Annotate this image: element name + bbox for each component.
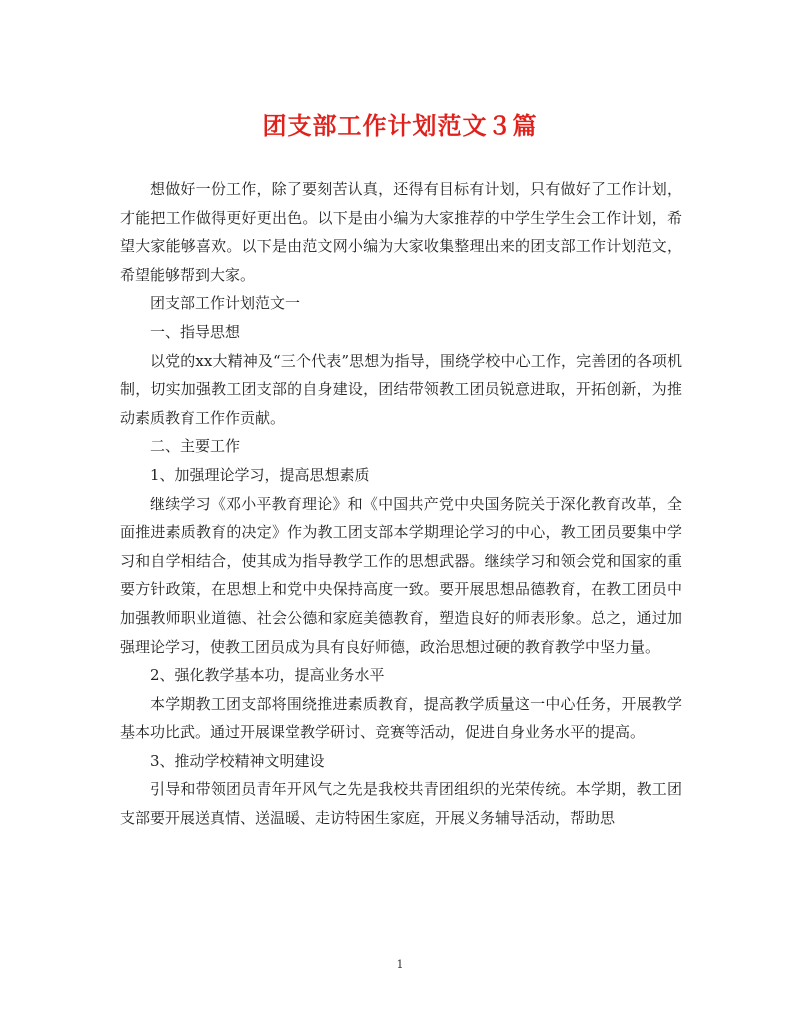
- subheading-teaching-skills: 2、强化教学基本功，提高业务水平: [150, 666, 385, 685]
- document-body: [120, 175, 682, 833]
- document-title: 团支部工作计划范文３篇: [262, 111, 538, 140]
- section-heading-guiding-thought: 一、指导思想: [150, 322, 241, 341]
- section-heading-main-work: 二、主要工作: [150, 437, 241, 456]
- subheading-spiritual-civilization: 3、推动学校精神文明建设: [150, 751, 325, 770]
- paragraph-teaching-skills: 本学期教工团支部将围绕推进素质教育，提高教学质量这一中心任务，开展教学基本功比武。通过开展课堂教学研讨、竞赛等活动，促进自身业务水平的提高。: [120, 694, 682, 742]
- page-number: 1: [396, 958, 404, 971]
- subheading-theory-study: 1、加强理论学习，提高思想素质: [150, 465, 370, 484]
- section-heading-sample-one: 团支部工作计划范文一: [150, 294, 301, 313]
- paragraph-spiritual-civilization: 引导和带领团员青年开风气之先是我校共青团组织的光荣传统。本学期，教工团支部要开展送真情、送温暖、走访特困生家庭，开展义务辅导活动，帮助思: [120, 780, 682, 828]
- paragraph-guiding-thought: 以党的xx大精神及“三个代表”思想为指导，围绕学校中心工作，完善团的各项机制，切实加强教工团支部的自身建设，团结带领教工团员锐意进取，开拓创新，为推动素质教育工作作贡献。: [120, 351, 682, 427]
- paragraph-intro: 想做好一份工作，除了要刻苦认真，还得有目标有计划，只有做好了工作计划，才能把工作做得更好更出色。以下是由小编为大家推荐的中学生学生会工作计划，希望大家能够喜欢。以下是由范文网小编为大家收集整理出来的团支部工作计划范文，希望能够帮到大家。: [120, 180, 682, 284]
- paragraph-theory-study: 继续学习《邓小平教育理论》和《中国共产党中央国务院关于深化教育改革，全面推进素质教育的决定》作为教工团支部本学期理论学习的中心，教工团员要集中学习和自学相结合，使其成为指导教学工作的思想武器。继续学习和领会党和国家的重要方针政策，在思想上和党中央保持高度一致。要开展思想品德教育，在教工团员中加强教师职业道德、社会公德和家庭美德教育，塑造良好的师表形象。总之，通过加强理论学习，使教工团员成为具有良好师德，政治思想过硬的教育教学中坚力量。: [120, 494, 682, 656]
